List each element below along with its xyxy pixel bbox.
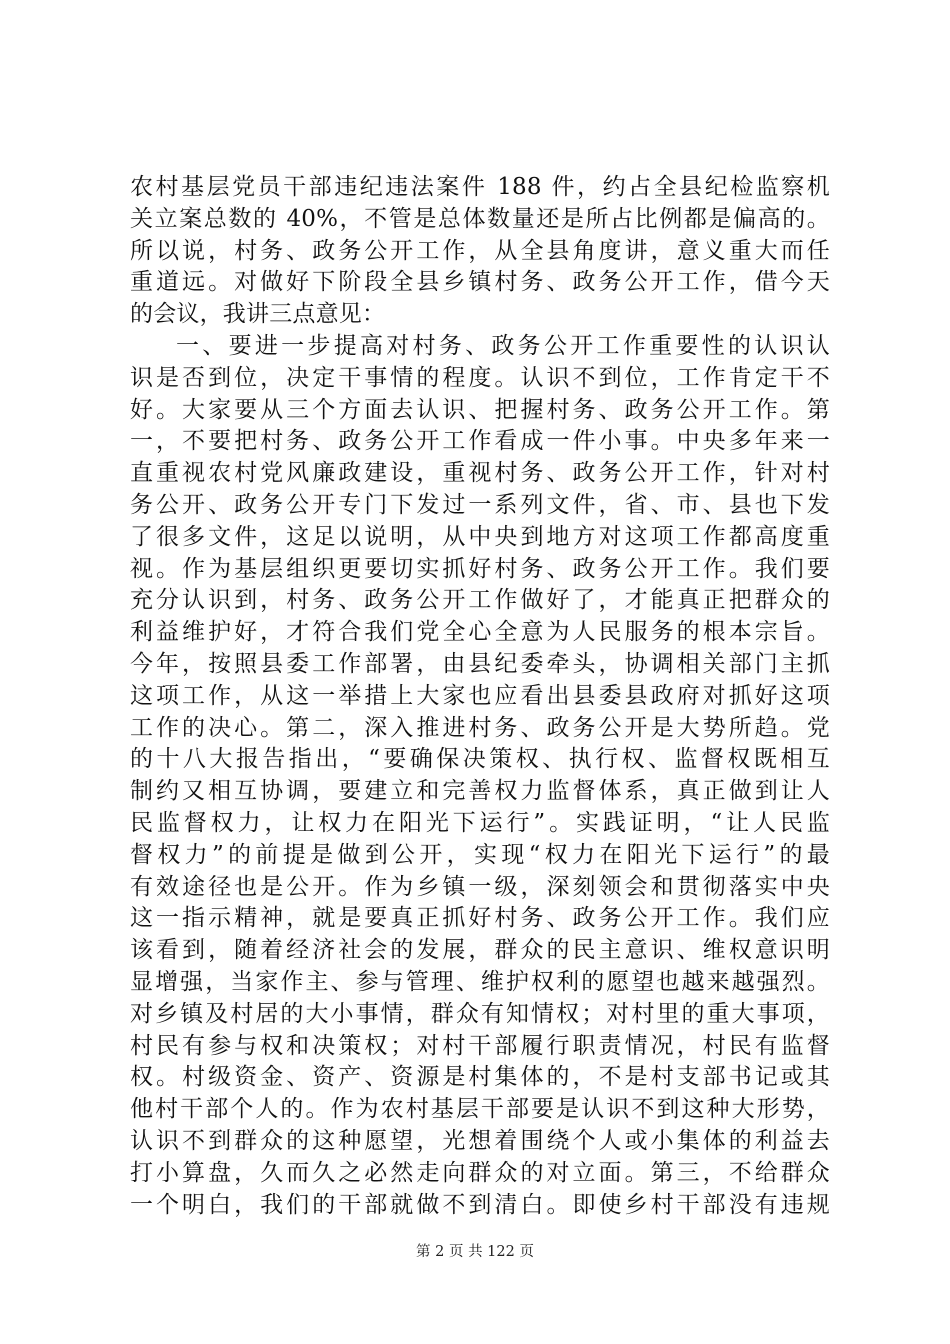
text-line: 视。作为基层组织更要切实抓好村务、政务公开工作。我们要 [130, 555, 830, 582]
text-line: 打小算盘，久而久之必然走向群众的对立面。第三，不给群众 [130, 1159, 830, 1186]
text-line: 的会议，我讲三点意见： [130, 301, 386, 328]
text-line: 民监督权力，让权力在阳光下运行”。实践证明，“让人民监 [130, 809, 830, 836]
text-line: 这一指示精神，就是要真正抓好村务、政务公开工作。我们应 [130, 905, 830, 932]
text-line: 农村基层党员干部违纪违法案件 188 件，约占全县纪检监察机 [130, 174, 830, 200]
text-line: 显增强，当家作主、参与管理、维护权利的愿望也越来越强烈。 [130, 968, 830, 995]
text-line: 督权力”的前提是做到公开，实现“权力在阳光下运行”的最 [130, 841, 830, 868]
body-text [130, 172, 830, 1221]
text-line: 所以说，村务、政务公开工作，从全县角度讲，意义重大而任 [130, 237, 830, 264]
text-line: 工作的决心。第二，深入推进村务、政务公开是大势所趋。党 [130, 714, 830, 741]
text-line: 该看到，随着经济社会的发展，群众的民主意识、维权意识明 [130, 937, 830, 964]
text-line: 对乡镇及村居的大小事情，群众有知情权；对村里的重大事项， [130, 1000, 830, 1027]
text-line: 权。村级资金、资产、资源是村集体的，不是村支部书记或其 [130, 1064, 830, 1091]
text-line: 直重视农村党风廉政建设，重视村务、政务公开工作，针对村 [130, 460, 830, 487]
text-line: 一、要进一步提高对村务、政务公开工作重要性的认识认 [176, 332, 830, 359]
text-line: 村民有参与权和决策权；对村干部履行职责情况，村民有监督 [130, 1032, 830, 1059]
text-line: 关立案总数的 40%，不管是总体数量还是所占比例都是偏高的。 [130, 205, 830, 232]
text-line: 务公开、政务公开专门下发过一系列文件，省、市、县也下发 [130, 491, 830, 518]
text-line: 有效途径也是公开。作为乡镇一级，深刻领会和贯彻落实中央 [130, 873, 830, 900]
text-line: 一个明白，我们的干部就做不到清白。即使乡村干部没有违规 [130, 1191, 830, 1218]
text-line: 充分认识到，村务、政务公开工作做好了，才能真正把群众的 [130, 587, 830, 614]
text-line: 这项工作，从这一举措上大家也应看出县委县政府对抓好这项 [130, 682, 830, 709]
text-line: 重道远。对做好下阶段全县乡镇村务、政务公开工作，借今天 [130, 269, 830, 296]
text-line: 好。大家要从三个方面去认识、把握村务、政务公开工作。第 [130, 396, 830, 423]
text-line: 制约又相互协调，要建立和完善权力监督体系，真正做到让人 [130, 778, 830, 805]
text-line: 识是否到位，决定干事情的程度。认识不到位，工作肯定干不 [130, 364, 830, 391]
text-line: 一，不要把村务、政务公开工作看成一件小事。中央多年来一 [130, 428, 830, 455]
text-line: 今年，按照县委工作部署，由县纪委牵头，协调相关部门主抓 [130, 650, 830, 677]
text-line: 认识不到群众的这种愿望，光想着围绕个人或小集体的利益去 [130, 1127, 830, 1154]
text-line: 利益维护好，才符合我们党全心全意为人民服务的根本宗旨。 [130, 619, 830, 646]
text-line: 的十八大报告指出，“要确保决策权、执行权、监督权既相互 [130, 746, 830, 773]
text-line: 他村干部个人的。作为农村基层干部要是认识不到这种大形势， [130, 1096, 830, 1123]
text-line: 了很多文件，这足以说明，从中央到地方对这项工作都高度重 [130, 523, 830, 550]
page-number-footer: 第 2 页 共 122 页 [416, 1244, 534, 1260]
